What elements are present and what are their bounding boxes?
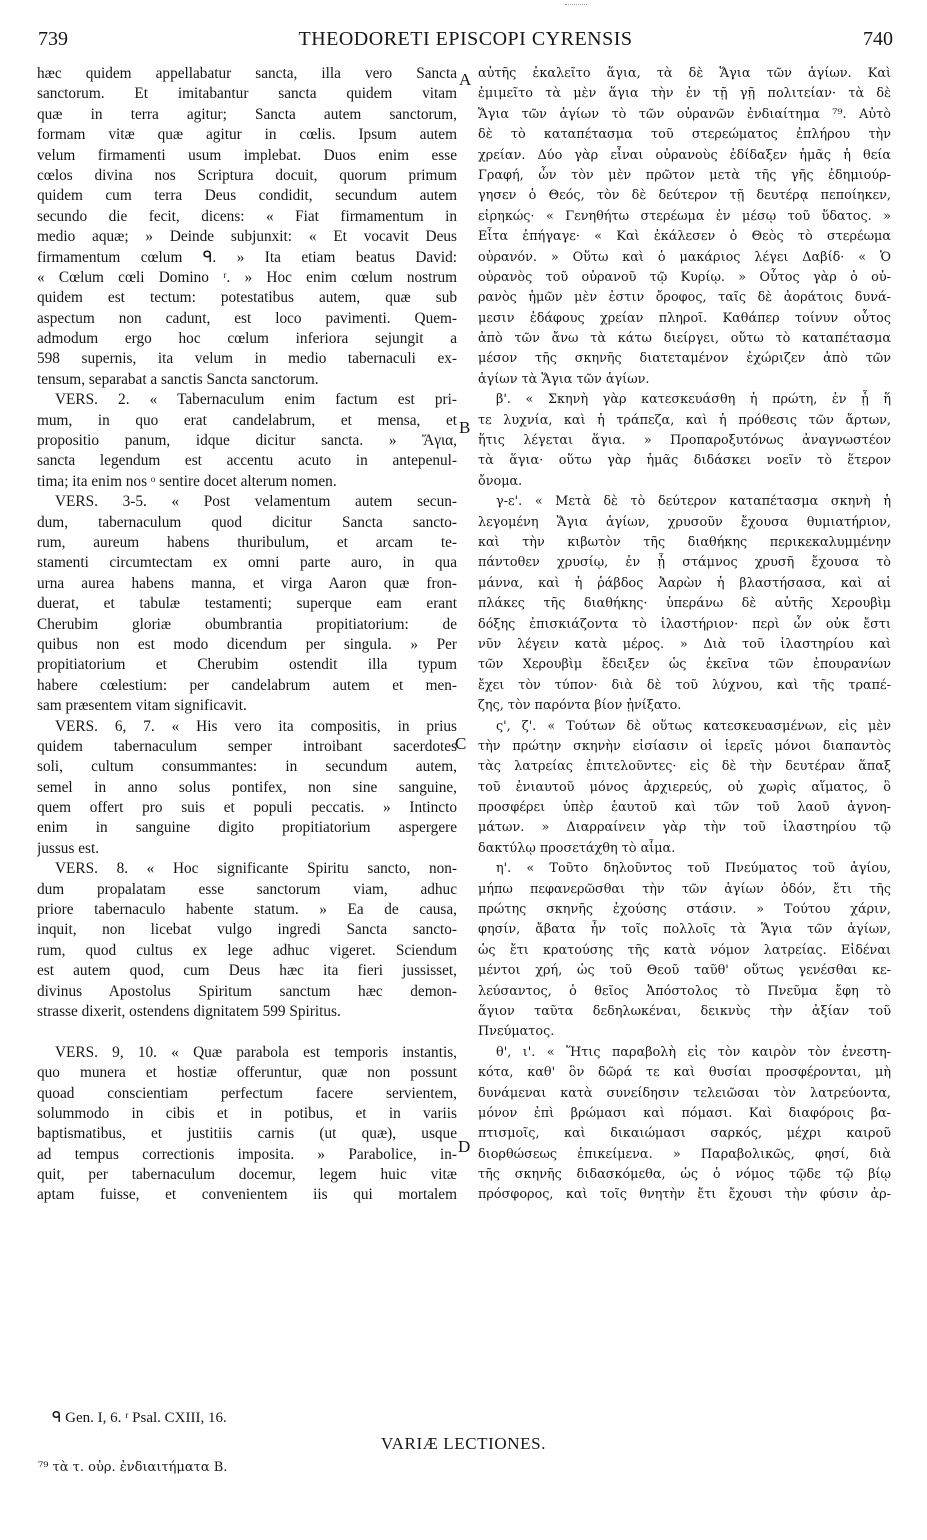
latin-line: semel in anno solus pontifex, non sine sanguine,: [37, 778, 457, 796]
greek-line: ὄνομα.: [478, 473, 523, 489]
latin-line: quidem tabernaculum semper introibant sacerdotes: [37, 737, 457, 755]
latin-line: quo munera et hostiæ offeruntur, quæ non possunt: [37, 1064, 457, 1082]
greek-line: ς', ζ'. « Τούτων δὲ οὕτως κατεσκευασμένων, εἰς μὲν: [496, 718, 891, 734]
greek-line: μέντοι χρή, ὡς τοῦ Θεοῦ ταῦθ' οὕτως γενέσθαι κε-: [478, 963, 891, 979]
greek-line: οὐρανὸς τοῦ οὐρανοῦ τῷ Κυρίῳ. » Οὗτος γὰρ ὁ οὐ-: [478, 269, 891, 285]
latin-line: priore tabernaculo habente statum. » Ea de causa,: [37, 901, 457, 919]
greek-line: γησεν ὁ Θεός, τὸν δὲ δεύτερον τῇ δευτέρᾳ πεποίηκεν,: [478, 188, 891, 204]
greek-line: τε λυχνία, καὶ ἡ τράπεζα, καὶ ἡ πρόθεσις τῶν ἄρτων,: [478, 412, 891, 428]
latin-line: quem offert pro suis et populi peccatis. » Intincto: [37, 799, 457, 817]
greek-line: τῶν Χερουβὶμ ἔδειξεν ὡς ἐκεῖνα τῶν ἐπουρανίων: [478, 657, 891, 673]
latin-line: medio aquæ; » Deinde subjunxit: « Et vocavit Deus: [37, 228, 457, 246]
latin-line: secundo die fecit, dicens: « Fiat firmamentum in: [37, 207, 457, 225]
variae-lectiones-title: VARIÆ LECTIONES.: [380, 1434, 547, 1453]
margin-letter-b: B: [459, 418, 471, 437]
greek-line: Ἅγια τῶν ἁγίων τὸ τῶν οὐρανῶν ἐνδιαίτημα ⁷⁹. Αὐτὸ: [478, 106, 891, 122]
greek-line: καὶ τὴν κιβωτὸν τῆς διαθήκης περικεκαλυμμένην: [478, 534, 891, 550]
latin-line: tima; ita enim nos ᵒ sentire docet alterum nomen.: [37, 472, 337, 490]
greek-line: μάτων. » Διαρραίνειν γὰρ τὴν τοῦ ἱλαστηρίου τῷ: [478, 820, 891, 836]
latin-line: rum, aureum habens thuribulum, et arcam te-: [37, 533, 457, 551]
greek-line: τὰς λατρείας ἐπιτελοῦντες· εἰς δὲ τὴν δευτέραν ἅπαξ: [478, 759, 891, 775]
latin-line: jussus est.: [37, 839, 100, 857]
latin-line: divinus Apostolus Spiritum sanctum hæc demon-: [37, 982, 457, 1000]
greek-line: η'. « Τοῦτο δηλοῦντος τοῦ Πνεύματος τοῦ ἁγίου,: [496, 861, 891, 877]
latin-line: sancta legendum est accentu acuto in antepenul-: [37, 452, 457, 470]
page-header: [38, 28, 893, 62]
greek-line: μάννα, καὶ ἡ ῥάβδος Ἀαρὼν ἡ βλαστήσασα, καὶ αἱ: [478, 575, 891, 591]
footnotes: ᑫ Gen. I, 6. ʳ Psal. CXIII, 16.: [52, 1410, 227, 1426]
latin-line: sanctorum. Et imitabantur sancta quidem vitam: [37, 85, 457, 103]
latin-line: duerat, et tabulæ testamenti; superque eam erant: [37, 595, 457, 613]
greek-line: β'. « Σκηνὴ γὰρ κατεσκευάσθη ἡ πρώτη, ἐν ᾗ ἥ: [496, 392, 891, 408]
latin-line: quidem est tectum: potestatibus autem, quæ sub: [37, 289, 457, 307]
latin-gap: [37, 1022, 457, 1042]
greek-line: ἁγίων τὰ Ἅγια τῶν ἁγίων.: [478, 371, 650, 387]
latin-line: quit, per tabernaculum docemur, legem huic vitæ: [37, 1166, 457, 1184]
greek-line: χρείαν. Δύο γὰρ εἶναι οὐρανοὺς ἐδίδαξεν ἡμᾶς ἡ θεία: [478, 147, 891, 163]
latin-line: ad tempus correctionis imposita. » Parabolice, in-: [37, 1145, 457, 1163]
latin-line: quoad conscientiam perfectum facere servientem,: [37, 1084, 457, 1102]
greek-line: ἔχει τὸν τύπον· διὰ δὲ τοῦ λύχνου, καὶ τῆς τραπέ-: [478, 677, 891, 693]
greek-line: μήπω πεφανερῶσθαι τὴν τῶν ἁγίων ὁδόν, ἔτι τῆς: [478, 881, 891, 897]
latin-line: VERS. 9, 10. « Quæ parabola est temporis instantis,: [55, 1043, 457, 1061]
latin-line: soli, cultum consummantes: in secundum autem,: [37, 758, 457, 776]
latin-line: VERS. 3-5. « Post velamentum autem secun-: [55, 493, 457, 511]
greek-line: προσφέρει ὑπὲρ ἑαυτοῦ καὶ τῶν τοῦ λαοῦ ἀγνοη-: [478, 800, 891, 816]
latin-line: velum firmamenti usum implebat. Duos enim esse: [37, 146, 457, 164]
latin-line: est autem quod, cum Deus hæc ita fieri jussisset,: [37, 962, 457, 980]
greek-line: τοῦ ἐνιαυτοῦ μόνος ἀρχιερεύς, οὐ χωρὶς αἵματος, ὃ: [478, 779, 891, 795]
latin-line: hæc quidem appellabatur sancta, illa vero Sancta: [37, 65, 457, 82]
greek-line: δόξης ἐπισκιάζοντα τὸ ἱλαστήριον· περὶ ὧν οὐκ ἔστι: [478, 616, 891, 632]
latin-line: sam præsentem vitam significavit.: [37, 697, 247, 715]
latin-line: propitiatorium et Cherubim ostendit illa typum: [37, 656, 457, 674]
greek-line: μεσιν ἐδάφους χρείαν πληροῖ. Καθάπερ τοίνυν οὗτος: [478, 310, 891, 326]
latin-line: urna aurea habens manna, et virga Aaron quæ fron-: [37, 574, 457, 592]
greek-line: πρόσφορος, καὶ τοῖς θνητὴν ἔτι ἔχουσι τὴν φύσιν ἀρ-: [478, 1187, 891, 1203]
latin-line: inquit, non licebat vulgo ingredi Sancta sancto-: [37, 921, 457, 939]
latin-line: aspectum non cadunt, est loco pavimenti. Quem-: [37, 309, 457, 327]
latin-line: VERS. 2. « Tabernaculum enim factum est pri-: [55, 391, 457, 409]
greek-line: ἥτις λέγεται ἅγια. » Προπαροξυτόνως ἀναγνωστέον: [478, 433, 891, 449]
latin-line: dum, tabernaculum quod dicitur Sancta sancto-: [37, 513, 457, 531]
latin-line: strasse dixerit, ostendens dignitatem 599 Spiritus.: [37, 1002, 341, 1020]
top-mark: [565, 4, 587, 7]
latin-line: dum propalatam esse sanctorum viam, adhuc: [37, 880, 457, 898]
latin-line: solummodo in cibis et in potibus, et in variis: [37, 1104, 457, 1122]
latin-line: cœlos divina nos Scriptura docuit, quorum primum: [37, 166, 457, 184]
margin-letter-a: A: [459, 70, 472, 89]
greek-line: λεύσαντος, ὁ θεῖος Ἀπόστολος τὸ Πνεῦμα ἔφη τὸ: [478, 983, 891, 999]
latin-line: enim in sanguine digito propitiatorium aspergere: [37, 819, 457, 837]
latin-line: mum, in quo erat candelabrum, et mensa, et: [37, 411, 457, 429]
latin-line: VERS. 6, 7. « His vero ita compositis, in prius: [55, 717, 457, 735]
latin-line: 598 supernis, ita velum in medio tabernaculi ex-: [37, 350, 457, 368]
latin-line: baptismatibus, et justitiis carnis (ut quæ), usque: [37, 1125, 457, 1143]
greek-line: ρανὸς ἡμῶν μὲν ἐστιν ὄροφος, ταῖς δὲ ἀοράτοις δυνά-: [478, 290, 891, 306]
greek-line: λεγομένη Ἅγια ἁγίων, χρυσοῦν ἔχουσα θυμιατήριον,: [478, 514, 891, 530]
latin-line: habere cœlestium: per candelabrum autem et men-: [37, 676, 457, 694]
greek-line: ἀπὸ τῶν ἄνω τὰ κάτω διείργει, οὕτω τὸ καταπέτασμα: [478, 331, 891, 347]
latin-line: rum, quod cultus ex lege adhuc vigeret. Sciendum: [37, 941, 457, 959]
running-title: THEODORETI EPISCOPI CYRENSIS: [298, 28, 633, 50]
latin-column: [37, 64, 457, 1206]
variae-lectiones-note: ⁷⁹ τὰ τ. οὐρ. ἐνδιαιτήματα B.: [38, 1460, 228, 1475]
greek-line: Γραφή, ὧν τὸν μὲν πρῶτον μετὰ τῆς γῆς ἐδημιούρ-: [478, 167, 891, 183]
greek-column: [478, 64, 891, 1206]
page-number-left: 739: [38, 28, 68, 50]
greek-line: διορθώσεως ἐπικείμενα. » Παραβολικῶς, φησί, διὰ: [478, 1146, 891, 1162]
greek-line: ἅγιον ταῦτα δεδηλωκέναι, δεικνὺς τὴν ἀξίαν τοῦ: [478, 1003, 891, 1019]
latin-line: quæ in terra agitur; Sancta autem sanctorum,: [37, 105, 457, 123]
greek-line: ζης, τὸν παρόντα βίον ᾐνίξατο.: [478, 698, 682, 714]
greek-line: φησίν, ἄβατα ἦν τοῖς πολλοῖς τὰ Ἅγια τῶν ἁγίων,: [478, 922, 891, 938]
greek-line: τὰ ἅγια· οὕτω γὰρ ἡμᾶς διδάσκει νοεῖν τὸ ἕτερον: [478, 453, 891, 469]
greek-line: θ', ι'. « Ἥτις παραβολὴ εἰς τὸν καιρὸν τὸν ἐνεστη-: [496, 1044, 891, 1060]
greek-line: Εἶτα ἐπήγαγε· « Καὶ ἐκάλεσεν ὁ Θεὸς τὸ στερέωμα: [478, 229, 891, 245]
greek-line: δὲ τὸ καταπέτασμα τοῦ στερεώματος ἐπλήρου τὴν: [478, 127, 891, 143]
latin-line: Cherubim gloriæ obumbrantia propitiatorium: de: [37, 615, 457, 633]
greek-line: Πνεύματος.: [478, 1024, 555, 1040]
greek-line: δακτύλῳ προσετάχθη τὸ αἷμα.: [478, 840, 676, 856]
margin-letter-c: C: [455, 734, 467, 753]
latin-line: firmamentum cœlum ᑫ. » Ita etiam beatus David:: [37, 248, 457, 266]
latin-line: quidem cum terra Deus condidit, secundum autem: [37, 187, 457, 205]
latin-line: stamenti circumtectam ex omni parte auro, in qua: [37, 554, 457, 572]
greek-line: πάντοθεν χρυσίῳ, ἐν ᾗ στάμνος χρυσῆ ἔχουσα τὸ: [478, 555, 891, 571]
greek-line: μόνον ἐπὶ βρώμασι καὶ πόμασι. Καὶ διαφόροις βα-: [478, 1105, 891, 1121]
greek-line: ὡς ἔτι κρατούσης τῆς κατὰ νόμον λατρείας. Εἰδέναι: [478, 942, 891, 958]
greek-line: ἐμιμεῖτο τὰ μὲν ἅγια τὴν ἐν τῇ γῇ πολιτείαν· τὰ δὲ: [478, 86, 891, 102]
greek-line: πλάκες τῆς διαθήκης· ὑπεράνω δὲ αὐτῆς Χερουβὶμ: [478, 596, 891, 612]
greek-line: γ-ε'. « Μετὰ δὲ τὸ δεύτερον καταπέτασμα σκηνὴ ἡ: [496, 494, 891, 510]
latin-line: VERS. 8. « Hoc significante Spiritu sancto, non-: [55, 860, 457, 878]
latin-line: propositio panum, idque dicitur sancta. » Ἅγια,: [37, 432, 457, 450]
greek-line: μέσον τῆς σκηνῆς διατεταμένον ἐχώριζεν ἀπὸ τῶν: [478, 351, 891, 367]
greek-line: αὐτῆς ἐκαλεῖτο ἅγια, τὰ δὲ Ἅγια τῶν ἁγίων. Καὶ: [478, 66, 891, 81]
greek-line: κότα, καθ' ὃν δῶρά τε καὶ θυσίαι προσφέρονται, μὴ: [478, 1065, 891, 1081]
page-number-right: 740: [863, 28, 893, 50]
greek-line: νῦν λέγειν κατὰ μέρος. » Διὰ τοῦ ἱλαστηρίου καὶ: [478, 636, 891, 652]
latin-line: tensum, separabat a sanctis Sancta sanctorum.: [37, 370, 319, 388]
greek-line: δυνάμεναι κατὰ συνείδησιν τελειῶσαι τὸν λατρεύοντα,: [478, 1085, 891, 1101]
greek-line: πρώτης σκηνῆς ἐχούσης στάσιν. » Τούτου χάριν,: [478, 902, 891, 918]
latin-line: quibus non est modo dicendum per singula. » Per: [37, 635, 457, 653]
greek-line: εἰρηκώς· « Γενηθήτω στερέωμα ἐν μέσῳ τοῦ ὕδατος. »: [478, 208, 891, 224]
margin-letter-d: D: [458, 1137, 471, 1156]
latin-line: « Cœlum cœli Domino ʳ. » Hoc enim cœlum nostrum: [37, 268, 457, 286]
greek-line: τὴν πρώτην σκηνὴν εἰσίασιν οἱ ἱερεῖς μόνοι διαπαντὸς: [478, 738, 891, 754]
latin-line: formam vitæ quæ agitur in cœlis. Ipsum autem: [37, 126, 457, 144]
latin-line: aptam fuisse, et convenientem iis qui mortalem: [37, 1186, 457, 1204]
latin-line: admodum ergo hoc cœlum inferiora sejungit a: [37, 330, 457, 348]
greek-line: οὐρανόν. » Οὕτω καὶ ὁ μακάριος λέγει Δαβίδ· « Ὁ: [478, 249, 891, 265]
greek-line: πτισμοῖς, καὶ δικαιώμασι σαρκός, μέχρι καιροῦ: [478, 1126, 891, 1142]
greek-line: τῆς σκηνῆς διδασκόμεθα, ὡς ὁ νόμος τῷδε τῷ βίῳ: [478, 1167, 891, 1183]
